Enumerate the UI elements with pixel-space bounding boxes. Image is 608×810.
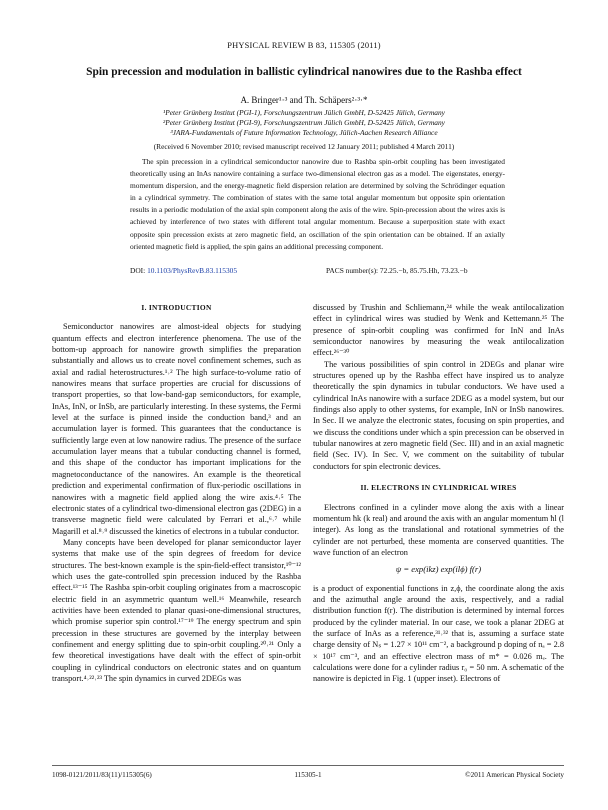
footer-copyright: ©2011 American Physical Society — [465, 771, 564, 779]
affiliation-3: ³JARA-Fundamentals of Future Information Technology, Jülich-Aachen Research Alliance — [170, 128, 438, 137]
intro-paragraph-1: Semiconductor nanowires are almost-ideal objects for studying quantum effects and electron interference phenomena. The use of the bottom-up approach for nanowire growth simplifies the preparation substantially and allows us to create novel confinement schemes, such as axial and radial heterostructures.¹˒² The high surface-to-volume ratio of nanowires means that surface properties are crucial for discussions of transport properties, so that low-band-gap semiconductors, for example, InAs, InN, or InSb, are particularly interesting. In these systems, the Fermi level at the surface is pinned inside the conduction band,³ and an accumulation layer is formed. This guarantees that the conductance is sufficiently large even at low nanowire radius. The presence of the surface accumulation layer means that a tubular conducting channel is formed, and this shape of the conductor has important implications for the magnetoconductance of the nanowires. An example is the theoretical prediction and experimental confirmation of flux-periodic oscillations in nanowires with a magnetic field applied along the wire axis.⁴˒⁵ The electronic states of a cylindrical two-dimensional electron gas (2DEG) in a transverse magnetic field were calculated by Ferrari et al.,⁶˒⁷ while Magarill et al.⁸˒⁹ discussed the kinetics of electrons in a tubular conductor. — [52, 322, 301, 536]
affiliation-2: ²Peter Grünberg Institut (PGI-9), Forschungszentrum Jülich GmbH, D-52425 Jülich, Germany — [163, 118, 445, 127]
footer-journal-code: 1098-0121/2011/83(11)/115305(6) — [52, 771, 152, 779]
doi-pacs-line — [130, 266, 505, 275]
abstract: The spin precession in a cylindrical semiconductor nanowire due to Rashba spin-orbit coupling has been investigated theoretically using an InAs nanowire containing a surface two-dimensional electron gas as a model. The eigenstates, energy-momentum dispersion, and the energy-magnetic field dispersion relation are determined by solving the Schrödinger equation in a cylindrical symmetry. The combination of states with the same total angular momentum but opposite spin orientation results in a periodic modulation of the axial spin component along the axis of the wire. Spin-precession about the wires axis is achieved by interference of two states with different total angular momentum. Because a superposition state with exact opposite spin precession exists at zero magnetic field, an oscillation of the spin orientation can be obtained. If an axially oriented magnetic field is applied, the spin gains an additional precessing component. — [130, 157, 505, 251]
right-paragraph-1: discussed by Trushin and Schliemann,²⁴ while the weak antilocalization effect in cylindrical wires was studied by Wenk and Kettemann.²⁵ The presence of spin-orbit coupling was confirmed for InN and InAs semiconductor nanowires by measuring the weak antilocalization effect.²⁶⁻³⁰ — [313, 303, 564, 358]
running-head: PHYSICAL REVIEW B 83, 115305 (2011) — [227, 41, 381, 50]
author-list: A. Bringer¹·³ and Th. Schäpers²·³·* — [240, 95, 368, 105]
affiliation-1: ¹Peter Grünberg Institut (PGI-1), Forschungszentrum Jülich GmbH, D-52425 Jülich, Germany — [163, 108, 445, 117]
wavefunction-equation: ψ = exp(ikz) exp(ilϕ) f(r) — [395, 564, 482, 575]
sec2-paragraph-2: is a product of exponential functions in z,ϕ, the coordinate along the axis and the azimuthal angle around the axis, respectively, and a radial distribution function f(r). The distribution is determined by internal forces produced by the cylinder material. In our case, we took a planar 2DEG at the surface of InAs as a reference,³¹˒³² that is, assuming a surface state charge density of Nₛ = 1.27 × 10¹¹ cm⁻², a background p doping of nₐ = 2.8 × 10¹⁷ cm⁻³, and an effective electron mass of m* = 0.026 mₑ. The calculations were done for a cylinder radius r₀ = 50 nm. A schematic of the nanowire is depicted in Fig. 1 (upper inset). Electrons of — [313, 583, 564, 684]
footer-page-number: 115305-1 — [294, 771, 322, 779]
right-column — [313, 302, 564, 685]
received-dates: (Received 6 November 2010; revised manuscript received 12 January 2011; published 4 March 2011) — [153, 142, 455, 151]
section-spacer — [313, 472, 564, 482]
doi-link[interactable]: 10.1103/PhysRevB.83.115305 — [147, 266, 238, 275]
page-footer — [52, 771, 564, 779]
intro-paragraph-2: Many concepts have been developed for planar semiconductor layer systems that make use of the spin degrees of freedom for device structures. The best-known example is the spin-field-effect transistor,¹⁰⁻¹² which uses the gate-controlled spin precession induced by the Rashba effect.¹³⁻¹⁵ The Rashba spin-orbit coupling originates from a macroscopic electric field in an asymmetric quantum well.¹⁶ Meanwhile, research activities have been extended to planar quasi-one-dimensional structures, which promise superior spin control.¹⁷⁻¹⁹ The energy spectrum and spin precession in these structures are governed by the interplay between confinement and energy splitting due to spin-orbit coupling.²⁰˒²¹ Only a few theoretical investigations have dealt with the effect of spin-orbit coupling in cylindrical conductors on electronic states and on quantum transport.⁴˒²²˒²³ The spin dynamics in curved 2DEGs was — [52, 537, 301, 683]
doi-label: DOI: — [130, 266, 146, 275]
section-heading-electrons: II. ELECTRONS IN CYLINDRICAL WIRES — [360, 483, 517, 493]
pacs-numbers: PACS number(s): 72.25.−b, 85.75.Hh, 73.23.−b — [326, 266, 468, 275]
section-heading-introduction: I. INTRODUCTION — [141, 303, 212, 312]
right-paragraph-2: The various possibilities of spin control in 2DEGs and planar wire structures opened up by the Rashba effect have inspired us to analyze theoretically the spin dynamics in tubular conductors. We have used a cylindrical InAs nanowire with a surface 2DEG as a model system, but our findings also apply to other systems, for example, InN or InSb nanowires. In Sec. II we analyze the electronic states, focusing on spin properties, and we discuss the conditions under which a spin precession can be observed in tubular nanowires at zero magnetic field (Sec. III) and in an axial magnetic field (Sec. IV). In Sec. V, we comment on the suitability of tubular conductors for spin electronic devices. — [313, 359, 564, 471]
paper-title: Spin precession and modulation in ballistic cylindrical nanowires due to the Rashba effect — [86, 66, 522, 78]
footer-rule — [52, 765, 564, 766]
sec2-paragraph-1: Electrons confined in a cylinder move along the axis with a linear momentum ħk (k real) and around the axis with an angular momentum ħl (l integer). As long as the translational and rotational symmetries of the cylinder are not perturbed, these momenta are conserved quantities. The wave function of an electron — [313, 502, 564, 557]
left-column — [52, 302, 301, 684]
